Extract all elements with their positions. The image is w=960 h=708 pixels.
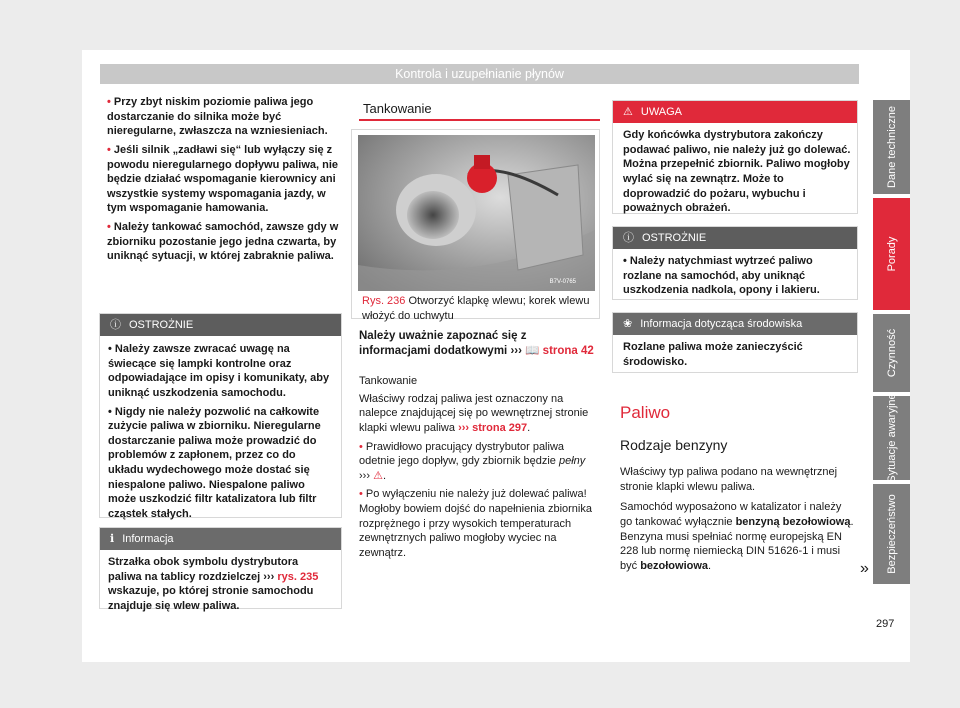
exclamation-icon: ⓘ bbox=[110, 319, 121, 331]
subheading-petrol: Rodzaje benzyny bbox=[620, 437, 728, 453]
list-item: • Prawidłowo pracujący dystrybutor paliwa odetnie jego dopływ, gdy zbiornik będzie pełny ››› ⚠. bbox=[359, 440, 586, 482]
note: Należy uważnie zapoznać się z informacjami dodatkowymi ››› 📖 strona 42 bbox=[359, 330, 594, 358]
page-link[interactable]: strona 42 bbox=[542, 345, 594, 358]
info-box: ℹ Informacja Strzałka obok symbolu dystrybutora paliwa na tablicy rozdzielczej ››› rys. 235 wskazuje, po której stronie samochodu znajduje się wlew paliwa. bbox=[99, 527, 342, 609]
tab-czynnosc[interactable]: Czynność bbox=[873, 314, 910, 392]
list-item: • Przy zbyt niskim poziomie paliwa jego dostarczanie do silnika może być nieregularne, zwłaszcza na wzniesieniach. bbox=[107, 96, 328, 138]
list-item: • Należy zawsze zwracać uwagę na świecące się lampki kontrolne oraz odpowiadające im opisy i komunikaty, aby uniknąć uszkodzenia samochodu. bbox=[108, 343, 330, 399]
warning-box: ⚠ UWAGA Gdy końcówka dystrybutora zakończy podawać paliwo, nie należy już go dolewać. Można przepełnić zbiornik. Paliwo mogłoby wylać się na zewnątrz. Może to doprowadzić do pożaru, wybuchu i poważnych obrażeń. bbox=[612, 100, 858, 214]
tab-sytuacje-awaryjne[interactable]: Sytuacje awaryjne bbox=[873, 396, 910, 480]
subheading: Tankowanie bbox=[359, 375, 418, 387]
book-icon: 📖 bbox=[525, 345, 540, 358]
fuel-filler-image bbox=[358, 135, 595, 291]
list-item: • Nigdy nie należy pozwolić na całkowite zużycie paliwa w zbiorniku. Nieregularne dostarczanie paliwa może prowadzić do problemów z zapłonem, przez co do układu wydechowego może dostać się niespalone paliwo. Niespalone paliwo może uszkodzić filtr katalizatora lub filtr cząstek stałych. bbox=[108, 405, 321, 520]
page-link[interactable]: ››› strona 297 bbox=[458, 421, 528, 434]
list-item: • Po wyłączeniu nie należy już dolewać paliwa! Mogłoby bowiem dojść do napełnienia zbiornika rozprężnego i przy wysokich temperaturach zewnętrznych paliwo mogłoby wyciec na zewnątrz. bbox=[359, 488, 592, 559]
warning-triangle-icon: ⚠ bbox=[373, 469, 383, 482]
leaf-icon: ❀ bbox=[623, 318, 633, 330]
figure-link[interactable]: rys. 235 bbox=[277, 570, 319, 583]
continue-arrow: » bbox=[860, 560, 869, 577]
caution-box-right: ⓘ OSTROŻNIE • Należy natychmiast wytrzeć paliwo rozlane na samochód, aby uniknąć uszkodzenia nadkola, opony i lakieru. bbox=[612, 226, 858, 300]
list-item: • Należy tankować samochód, zawsze gdy w zbiorniku pozostanie jego jedna czwarta, by uniknąć sytuacji, w której zabraknie paliwa. bbox=[107, 221, 339, 263]
refuel-text: Tankowanie Właściwy rodzaj paliwa jest oznaczony na nalepce znajdującej się po wewnętrznej stronie klapki wlewu paliwa ››› strona 297. • Prawidłowo pracujący dystrybutor paliwa odetnie jego dopływ, gdy zbiornik będzie pełny ››› ⚠. • Po wyłączeniu nie należy już dolewać paliwa! Mogłoby bowiem dojść do napełnienia zbiornika rozprężnego i przy wysokich temperaturach zewnętrznych paliwo mogłoby wyciec na zewnątrz. bbox=[359, 374, 599, 561]
section-title: Tankowanie bbox=[363, 101, 432, 116]
info-icon: ℹ bbox=[110, 533, 115, 545]
page-header: Kontrola i uzupełnianie płynów bbox=[100, 64, 859, 84]
figure-caption: Rys. 236 Otworzyć klapkę wlewu; korek wlewu włożyć do uchwytu bbox=[362, 295, 590, 322]
left-bullets bbox=[107, 95, 339, 264]
list-item: • Jeśli silnik „zadławi się“ lub wyłączy się z powodu nieregularnego dopływu paliwa, nie będzie działać wspomaganie kierownicy ani wszystkie systemy wspomagania jazdy, w tym wspomaganie hamowania. bbox=[107, 143, 339, 215]
tab-dane-techniczne[interactable]: Dane techniczne bbox=[873, 100, 910, 194]
exclamation-icon: ⓘ bbox=[623, 232, 634, 244]
petrol-text: Właściwy typ paliwa podano na wewnętrznej stronie klapki wlewu paliwa. Samochód wyposażono w katalizator i należy go tankować wyłącznie benzyną bezołowiową. Benzyna musi spełniać normę europejską EN 228 lub normę niemiecką DIN 51626-1 i musi być bezołowiowa. bbox=[620, 466, 854, 572]
tab-porady[interactable]: Porady bbox=[873, 198, 910, 310]
environment-box: ❀ Informacja dotycząca środowiska Rozlane paliwa może zanieczyścić środowisko. bbox=[612, 312, 858, 373]
figure-box bbox=[351, 129, 600, 322]
image-code: B7V-0765 bbox=[549, 279, 576, 285]
warning-triangle-icon: ⚠ bbox=[623, 106, 633, 118]
caution-box: ⓘ OSTROŻNIE • Należy zawsze zwracać uwagę na świecące się lampki kontrolne oraz odpowiadające im opisy i komunikaty, aby uniknąć uszkodzenia samochodu. • Nigdy nie należy pozwolić na całkowite zużycie paliwa w zbiorniku. Nieregularne dostarczanie paliwa może prowadzić do problemów z zapłonem, przez co do układu wydechowego może dostać się niespalone paliwo. Niespalone paliwo może uszkodzić filtr katalizatora lub filtr cząstek stałych. bbox=[99, 313, 342, 518]
tab-bezpieczenstwo[interactable]: Bezpieczeństwo bbox=[873, 484, 910, 584]
page-number: 297 bbox=[876, 618, 895, 630]
heading-fuel: Paliwo bbox=[620, 403, 671, 422]
title-rule bbox=[359, 119, 600, 121]
